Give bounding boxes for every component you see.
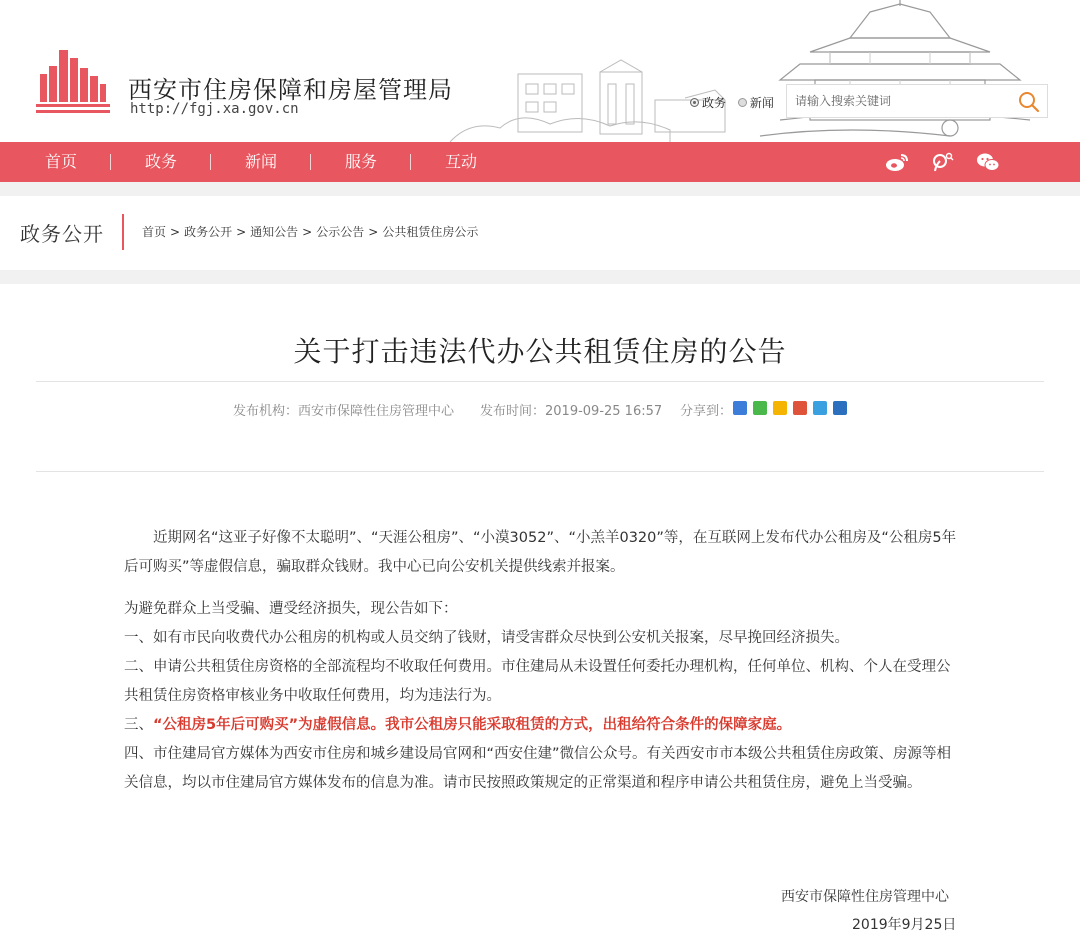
breadcrumb-separator: > [302, 225, 313, 239]
title-divider [36, 381, 1044, 382]
nav-item-news[interactable]: 新闻 [244, 152, 277, 171]
radio-unselected-icon[interactable] [738, 98, 747, 107]
meta-divider [36, 471, 1044, 472]
more-share-icon[interactable] [833, 401, 847, 415]
search-scope-label: 新闻 [749, 96, 774, 110]
breadcrumb-home[interactable]: 首页 [142, 225, 167, 239]
article-paragraph-announce [124, 595, 958, 624]
building-logo-icon[interactable] [36, 44, 110, 116]
breadcrumb-notices[interactable]: 通知公告 [250, 225, 299, 239]
breadcrumb-government-open[interactable]: 政务公开 [184, 225, 233, 239]
breadcrumb-separator: > [236, 225, 247, 239]
nav-item-interaction[interactable]: 互动 [444, 152, 477, 171]
breadcrumb-separator: > [368, 225, 379, 239]
nav-divider [110, 154, 111, 170]
article-item-4: 四、市住建局官方媒体为西安市住房和城乡建设局官网和“西安住建”微信公众号。有关西安市市本级公共租赁住房政策、房源等相关信息，均以市住建局官方媒体发布的信息为准。请市民按照政策规定的正常渠道和程序申请公共租赁住房，避免上当受骗。 [124, 746, 952, 791]
main-nav [0, 142, 1080, 182]
share-icons [733, 401, 853, 420]
breadcrumb-separator: > [170, 225, 181, 239]
site-url[interactable]: http://fgj.xa.gov.cn [130, 101, 299, 117]
site-header [0, 0, 1080, 142]
article-publisher: 发布机构：西安市保障性住房管理中心 [233, 404, 455, 419]
article-item-2: 二、申请公共租赁住房资格的全部流程均不收取任何费用。市住建局从未设置任何委托办理机构，任何单位、机构、个人在受理公共租赁住房资格审核业务中收取任何费用，均为违法行为。 [124, 659, 951, 704]
article-item-1: 一、如有市民向收费代办公租房的机构或人员交纳了钱财，请受害群众尽快到公安机关报案，尽早挽回经济损失。 [124, 630, 849, 646]
nav-item-government[interactable]: 政务 [144, 152, 177, 171]
announce-text: 为避免群众上当受骗、遭受经济损失，现公告如下： [124, 601, 458, 617]
search-box [786, 84, 1048, 118]
section-accent-bar [122, 214, 124, 250]
search-scope-news[interactable] [738, 94, 774, 111]
signature-org: 西安市保障性住房管理中心 [781, 889, 949, 905]
tencent-weibo-icon[interactable] [930, 150, 956, 174]
breadcrumb [142, 223, 478, 240]
search-scope-zhengwu[interactable] [690, 94, 726, 111]
nav-divider [410, 154, 411, 170]
share-label: 分享到： [680, 404, 733, 419]
city-skyline-illustration [430, 0, 1080, 142]
article-item-3 [124, 711, 958, 740]
section-title: 政务公开 [20, 222, 104, 246]
netease-share-icon[interactable] [793, 401, 807, 415]
nav-item-services[interactable]: 服务 [344, 152, 377, 171]
renren-share-icon[interactable] [813, 401, 827, 415]
qzone-share-icon[interactable] [733, 401, 747, 415]
weibo-share-icon[interactable] [773, 401, 787, 415]
nav-item-home[interactable]: 首页 [44, 152, 77, 171]
breadcrumb-public-rental[interactable]: 公共租赁住房公示 [382, 225, 479, 239]
article-title: 关于打击违法代办公共租赁住房的公告 [293, 335, 787, 368]
article-publish-time: 发布时间：2019-09-25 16:57 [480, 404, 663, 419]
signature-date: 2019年9月25日 [852, 917, 957, 933]
wechat-share-icon[interactable] [753, 401, 767, 415]
search-icon[interactable] [1017, 90, 1041, 114]
wechat-icon[interactable] [975, 150, 1001, 174]
item-3-prefix: 三、 [124, 717, 153, 733]
weibo-icon[interactable] [884, 150, 910, 174]
search-input[interactable] [787, 85, 1015, 117]
search-scope-label: 政务 [702, 96, 727, 110]
radio-selected-icon[interactable] [690, 98, 699, 107]
item-3-emphasis: “公租房5年后可购买”为虚假信息。我市公租房只能采取租赁的方式，出租给符合条件的保障家庭。 [153, 717, 792, 733]
site-title[interactable]: 西安市住房保障和房屋管理局 [128, 76, 453, 104]
breadcrumb-public-notices[interactable]: 公示公告 [316, 225, 365, 239]
article-paragraph-intro: 近期网名“这亚子好像不太聪明”、“天涯公租房”、“小漠3052”、“小羔羊0320”等，在互联网上发布代办公租房及“公租房5年后可购买”等虚假信息，骗取群众钱财。我中心已向公安机关提供线索并报案。 [124, 530, 957, 575]
nav-divider [310, 154, 311, 170]
search-scope-radio-group [690, 94, 782, 111]
nav-divider [210, 154, 211, 170]
